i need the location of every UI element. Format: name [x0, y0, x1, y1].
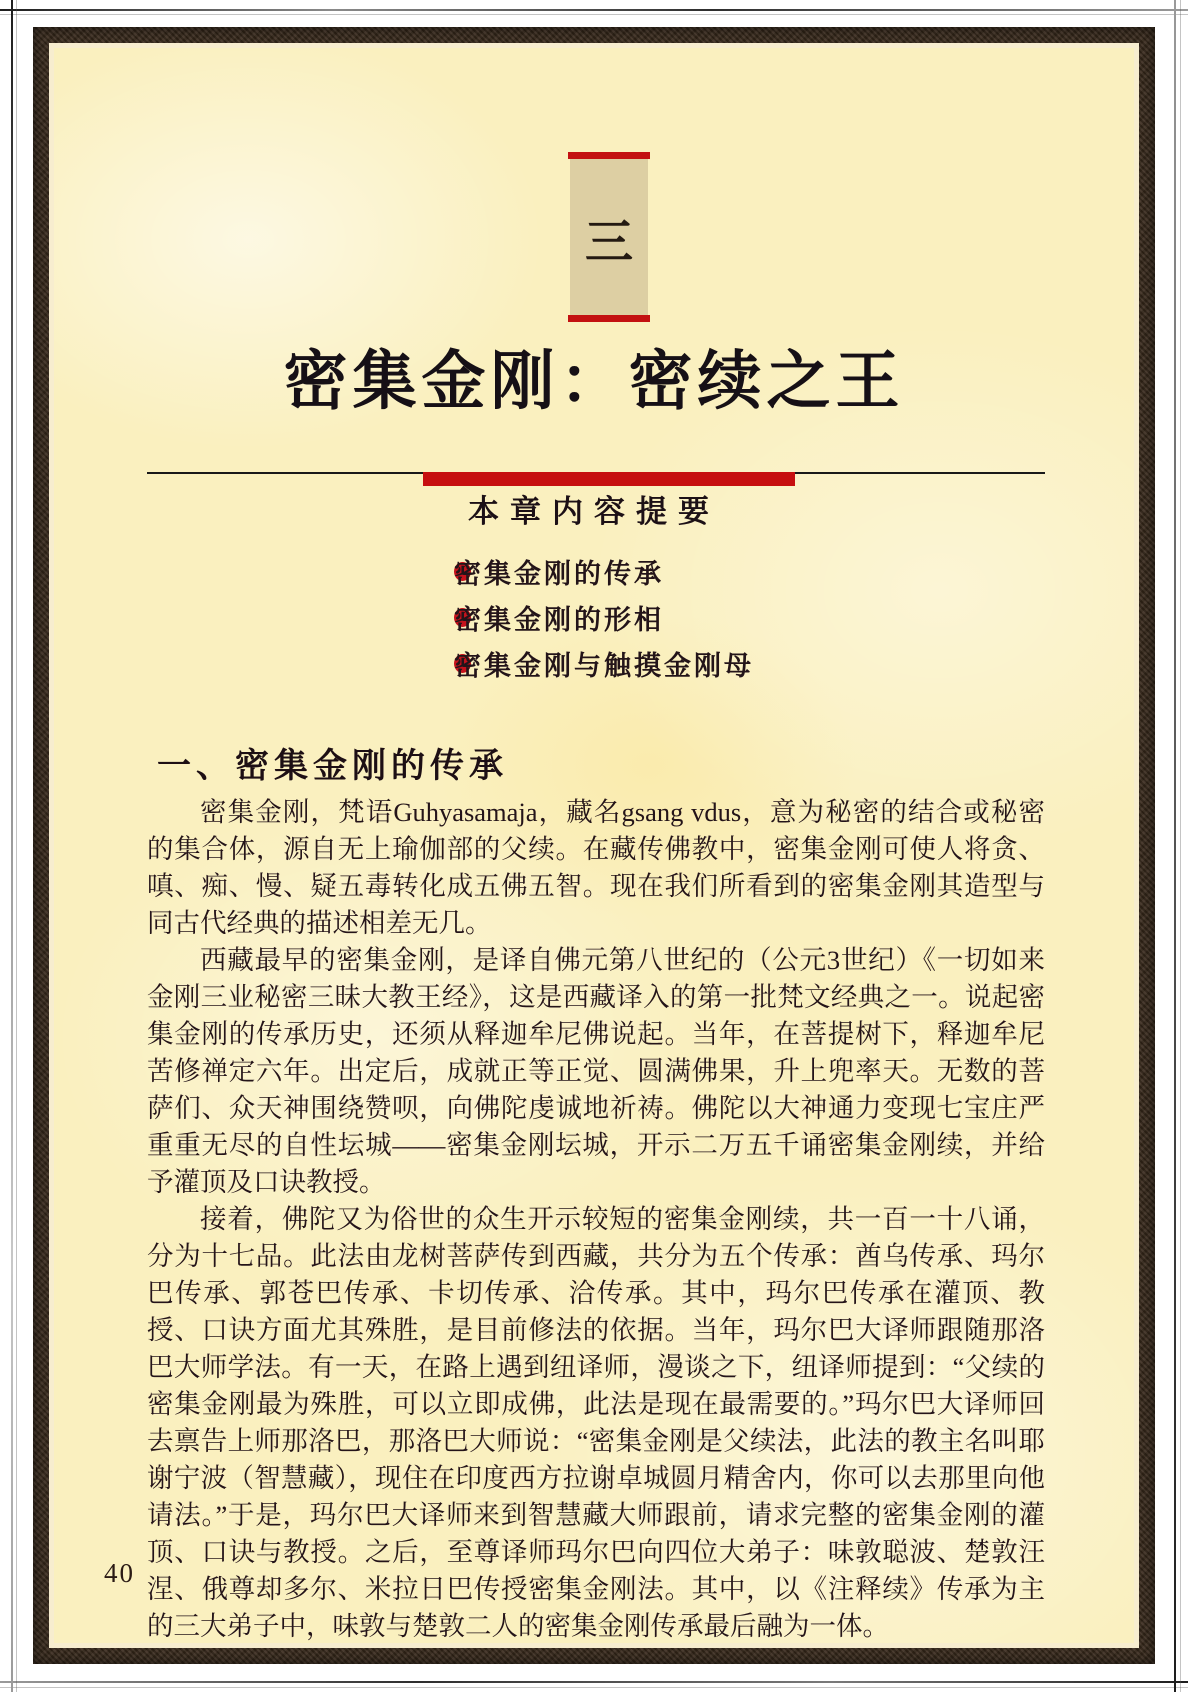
summary-bullet-item [454, 594, 974, 640]
chapter-number: 三 [584, 215, 633, 269]
mat-frame-line-top-inner [0, 14, 1188, 15]
chapter-title: 密集金刚：密续之王 [283, 346, 905, 417]
bullet-label: 密集金刚与触摸金刚母 [454, 650, 754, 681]
summary-heading: 本章内容提要 [468, 494, 720, 529]
mat-frame-line-left [11, 0, 13, 1692]
mat-frame-line-right-inner [1180, 0, 1181, 1692]
body-paragraph: 密集金刚，梵语Guhyasamaja，藏名gsang vdus，意为秘密的结合或秘密的集合体，源自无上瑜伽部的父续。在藏传佛教中，密集金刚可使人将贪、嗔、痴、慢、疑五毒转化成五佛五智。现在我们所看到的密集金刚其造型与同古代经典的描述相差无几。 [147, 797, 1045, 938]
chapter-number-box [570, 152, 648, 322]
summary-bullet-item [454, 548, 974, 594]
summary-bullet-item [454, 640, 974, 686]
book-border-frame [33, 27, 1155, 1664]
mat-frame-line-right [1174, 0, 1176, 1692]
summary-bullet-list [454, 548, 974, 686]
section-heading: 一、密集金刚的传承 [157, 748, 508, 785]
body-paragraph: 接着，佛陀又为俗世的众生开示较短的密集金刚续，共一百一十八诵，分为十七品。此法由龙树菩萨传到西藏，共分为五个传承：酋乌传承、玛尔巴传承、郭苍巴传承、卡切传承、洽传承。其中，玛尔巴传承在灌顶、教授、口诀方面尤其殊胜，是目前修法的依据。当年，玛尔巴大译师跟随那洛巴大师学法。有一天，在路上遇到纽译师，漫谈之下，纽译师提到：“父续的密集金刚最为殊胜，可以立即成佛，此法是现在最需要的。”玛尔巴大译师回去禀告上师那洛巴，那洛巴大师说：“密集金刚是父续法，此法的教主名叫耶谢宁波（智慧藏），现住在印度西方拉谢卓城圆月精舍内，你可以去那里向他请法。”于是，玛尔巴大译师来到智慧藏大师跟前，请求完整的密集金刚的灌顶、口诀与教授。之后，至尊译师玛尔巴向四位大弟子：味敦聪波、楚敦汪涅、俄尊却多尔、米拉日巴传授密集金刚法。其中，以《注释续》传承为主的三大弟子中，味敦与楚敦二人的密集金刚传承最后融为一体。 [147, 1204, 1045, 1641]
bullet-label: 密集金刚的传承 [454, 558, 664, 589]
mat-frame-line-left-inner [16, 0, 17, 1692]
page-number: 40 [104, 1558, 135, 1588]
title-divider-red-bar [423, 472, 795, 486]
body-paragraph: 西藏最早的密集金刚，是译自佛元第八世纪的（公元3世纪）《一切如来金刚三业秘密三昧大教王经》，这是西藏译入的第一批梵文经典之一。说起密集金刚的传承历史，还须从释迦牟尼佛说起。当年，在菩提树下，释迦牟尼苦修禅定六年。出定后，成就正等正觉、圆满佛果，升上兜率天。无数的菩萨们、众天神围绕赞呗，向佛陀虔诚地祈祷。佛陀以大神通力变现七宝庄严重重无尽的自性坛城——密集金刚坛城，开示二万五千诵密集金刚续，并给予灌顶及口诀教授。 [147, 945, 1045, 1197]
mat-frame-line-bottom-inner [0, 1687, 1188, 1688]
page-paper [49, 43, 1139, 1648]
bullet-label: 密集金刚的形相 [454, 604, 664, 635]
chapter-box-bottom-bar [568, 315, 650, 322]
mat-frame-line-bottom [0, 1681, 1188, 1683]
body-text [147, 794, 1045, 1645]
mat-frame-line-top [0, 9, 1188, 11]
